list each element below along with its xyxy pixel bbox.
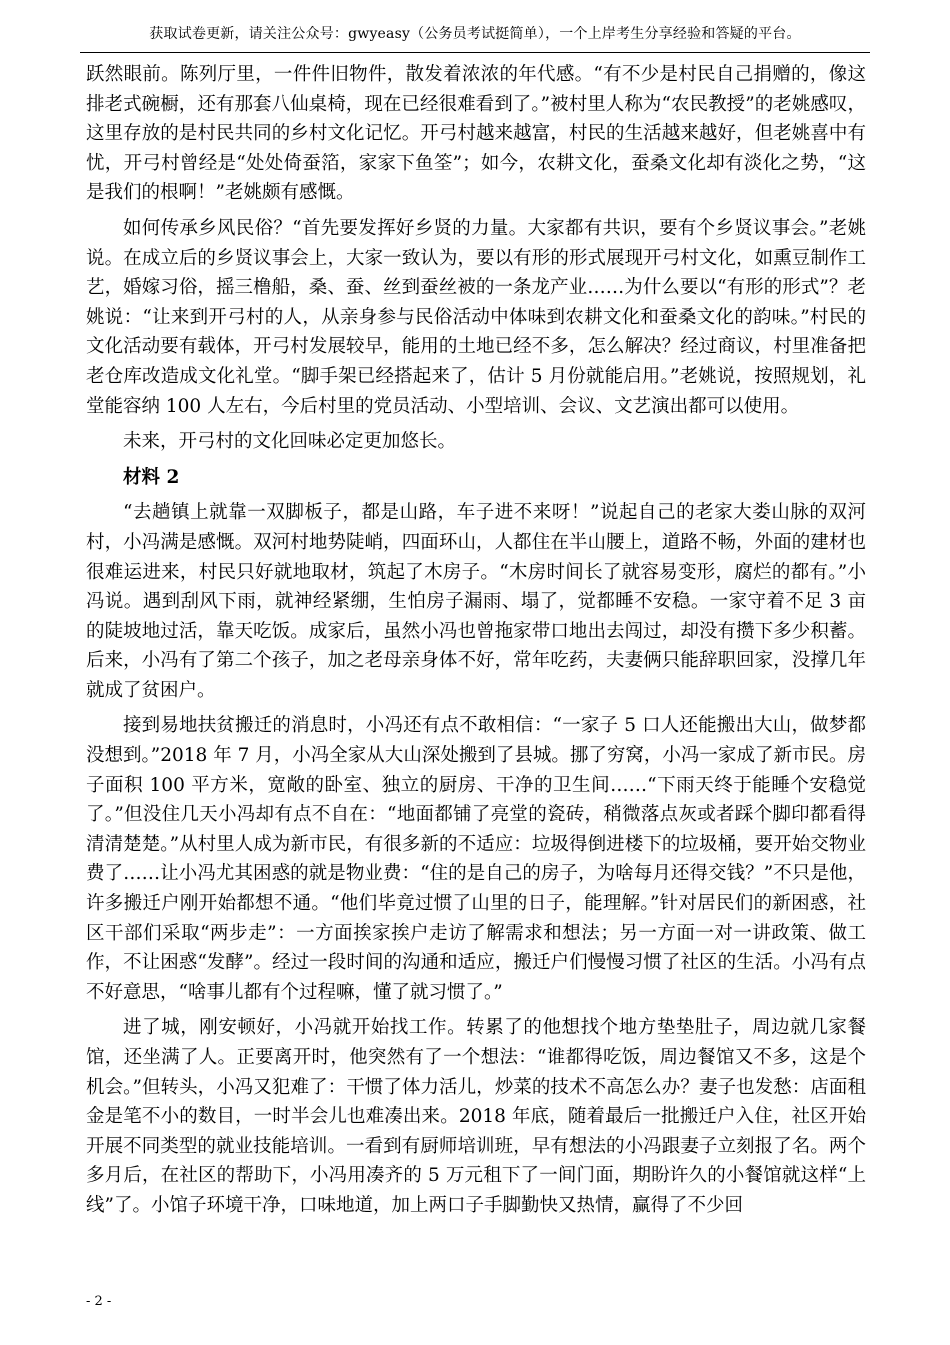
paragraph: “去趟镇上就靠一双脚板子，都是山路，车子进不来呀！”说起自己的老家大娄山脉的双河村，小冯满是感慨。双河村地势陡峭，四面环山，人都住在半山腰上，道路不畅，外面的建材也很难运进来，村民只好就地取材，筑起了木房子。“木房时间长了就容易变形，腐烂的都有。”小冯说。遇到刮风下雨，就神经紧绷，生怕房子漏雨、塌了，觉都睡不安稳。一家守着不足 3 亩的陡坡地过活，靠天吃饭。成家后，虽然小冯也曾拖家带口地出去闯过，却没有攒下多少积蓄。后来，小冯有了第二个孩子，加之老母亲身体不好，常年吃药，夫妻俩只能辞职回家，没撑几年就成了贫困户。 bbox=[86, 502, 866, 701]
paragraph: 跃然眼前。陈列厅里，一件件旧物件，散发着浓浓的年代感。“有不少是村民自己捐赠的，像这排老式碗橱，还有那套八仙桌椅，现在已经很难看到了。”被村里人称为“农民教授”的老姚感叹，这里存放的是村民共同的乡村文化记忆。开弓村越来越富，村民的生活越来越好，但老姚喜中有忧，开弓村曾经是“处处倚蚕箔，家家下鱼筌”；如今，农耕文化，蚕桑文化却有淡化之势，“这是我们的根啊！”老姚颇有感慨。 bbox=[86, 64, 866, 204]
paragraph: 进了城，刚安顿好，小冯就开始找工作。转累了的他想找个地方垫垫肚子，周边就几家餐馆，还坐满了人。正要离开时，他突然有了一个想法：“谁都得吃饭，周边餐馆又不多，这是个机会。”但转头，小冯又犯难了：干惯了体力活儿，炒菜的技术不高怎么办？妻子也发愁：店面租金是笔不小的数目，一时半会儿也难凑出来。2018 年底，随着最后一批搬迁户入住，社区开始开展不同类型的就业技能培训。一看到有厨师培训班，早有想法的小冯跟妻子立刻报了名。两个多月后，在社区的帮助下，小冯用凑齐的 5 万元租下了一间门面，期盼许久的小餐馆就这样“上线”了。小馆子环境干净，口味地道，加上两口子手脚勤快又热情，赢得了不少回 bbox=[86, 1017, 866, 1216]
page-header bbox=[80, 22, 870, 53]
page-number: - 2 - bbox=[86, 1294, 112, 1309]
paragraph: 接到易地扶贫搬迁的消息时，小冯还有点不敢相信：“一家子 5 口人还能搬出大山，做梦都没想到。”2018 年 7 月，小冯全家从大山深处搬到了县城。挪了穷窝，小冯一家成了新市民。房子面积 100 平方米，宽敞的卧室、独立的厨房、干净的卫生间……“下雨天终于能睡个安稳觉了。”但没住几天小冯却有点不自在：“地面都铺了亮堂的瓷砖，稍微落点灰或者踩个脚印都看得清清楚楚。”从村里人成为新市民，有很多新的不适应：垃圾得倒进楼下的垃圾桶，要开始交物业费了……让小冯尤其困惑的就是物业费：“住的是自己的房子，为啥每月还得交钱？”不只是他，许多搬迁户刚开始都想不通。“他们毕竟过惯了山里的日子，能理解。”针对居民们的新困惑，社区干部们采取“两步走”：一方面挨家挨户走访了解需求和想法；另一方面一对一讲政策、做工作，不让困惑“发酵”。经过一段时间的沟通和适应，搬迁户们慢慢习惯了社区的生活。小冯有点不好意思，“啥事儿都有个过程嘛，懂了就习惯了。” bbox=[86, 715, 866, 1003]
paragraph: 未来，开弓村的文化回味必定更加悠长。 bbox=[123, 431, 457, 453]
header-notice: 获取试卷更新，请关注公众号：gwyeasy（公务员考试挺简单），一个上岸考生分享经验和答疑的平台。 bbox=[149, 26, 801, 42]
section-title: 材料 2 bbox=[123, 466, 180, 488]
paragraph: 如何传承乡风民俗？“首先要发挥好乡贤的力量。大家都有共识，要有个乡贤议事会。”老姚说。在成立后的乡贤议事会上，大家一致认为，要以有形的形式展现开弓村文化，如熏豆制作工艺，婚嫁习俗，摇三橹船，桑、蚕、丝到蚕丝被的一条龙产业……为什么要以“有形的形式”？老姚说：“让来到开弓村的人，从亲身参与民俗活动中体味到农耕文化和蚕桑文化的韵味。”村民的文化活动要有载体，开弓村发展较早，能用的土地已经不多，怎么解决？经过商议，村里准备把老仓库改造成文化礼堂。“脚手架已经搭起来了，估计 5 月份就能启用。”老姚说，按照规划，礼堂能容纳 100 人左右，今后村里的党员活动、小型培训、会议、文艺演出都可以使用。 bbox=[86, 217, 866, 417]
document-body bbox=[86, 60, 866, 1221]
